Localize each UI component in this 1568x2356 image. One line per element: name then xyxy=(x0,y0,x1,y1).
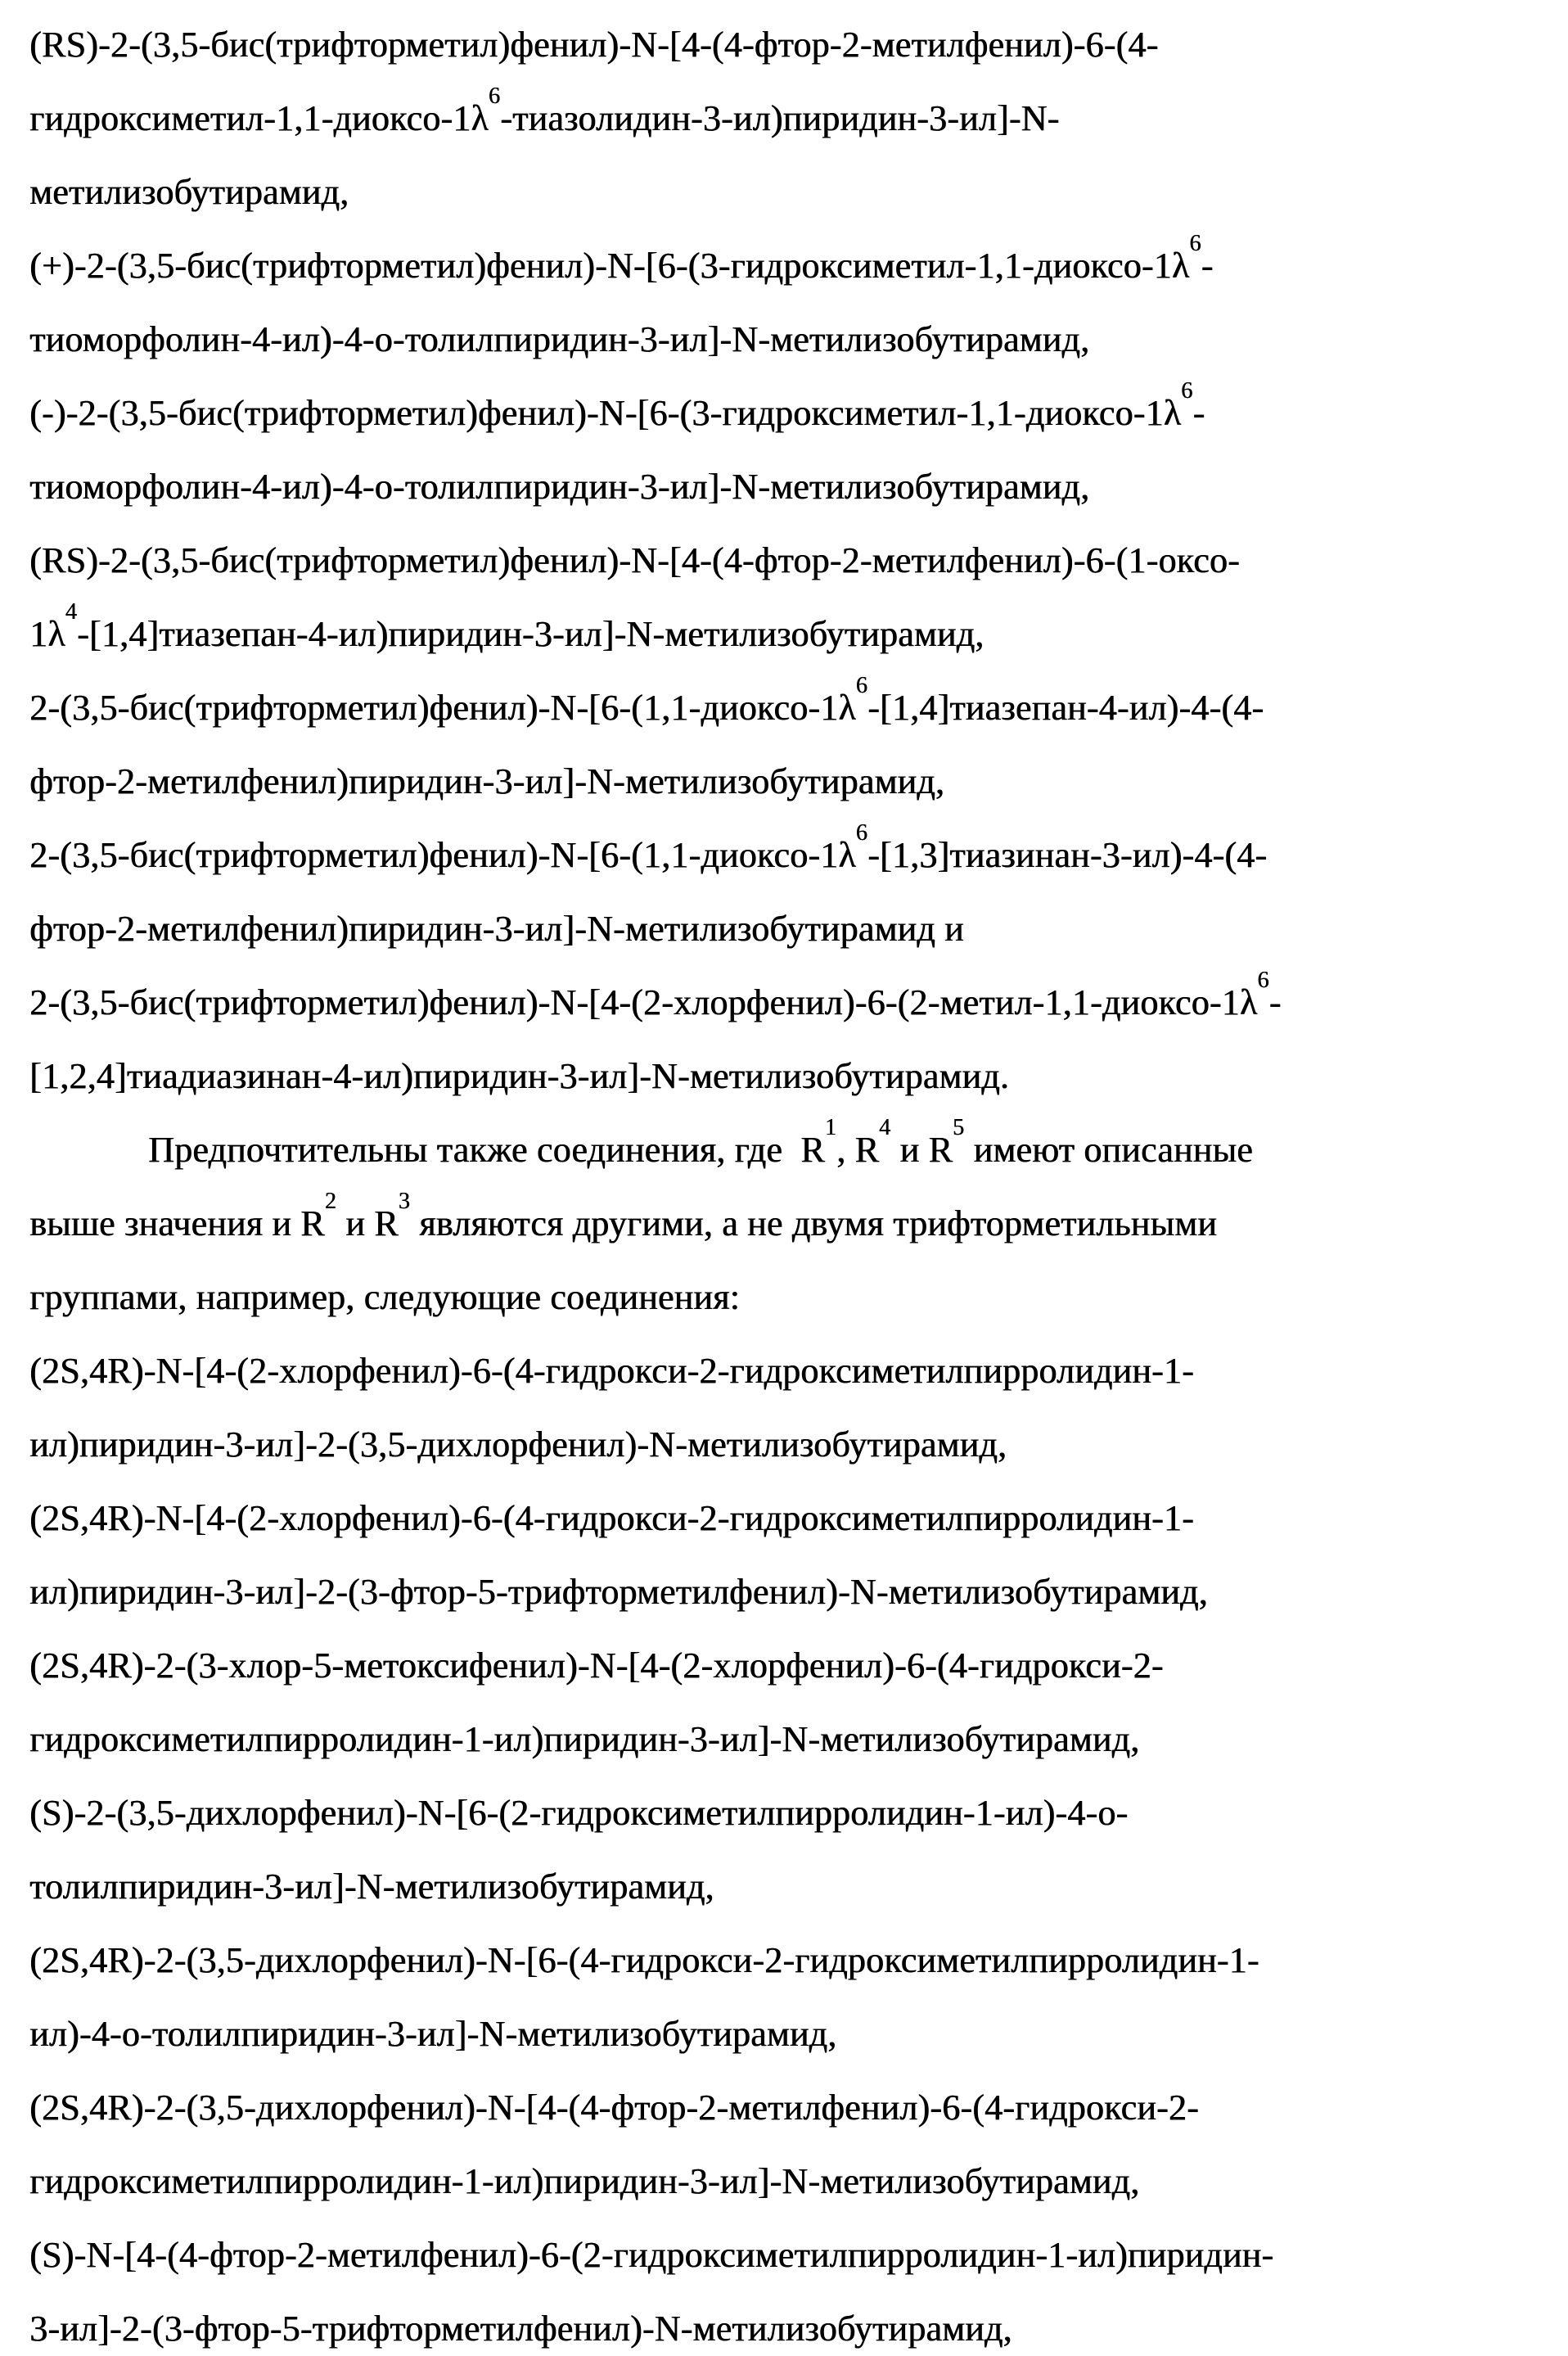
text-line: ил)-4-о-толилпиридин-3-ил]-N-метилизобутирамид, xyxy=(29,2014,837,2054)
text-line: (2S,4R)-N-[4-(2-хлорфенил)-6-(4-гидрокси-2-гидроксиметилпирролидин-1- xyxy=(29,1498,1194,1538)
text-line: группами, например, следующие соединения: xyxy=(29,1277,740,1317)
text-line: $(-)-2-(3,5-бис(трифторметил)фенил)-N-[6-(3-гидроксиметил-1,1-диоксо-1\lambda^6-$ xyxy=(29,377,1205,433)
text-line: $2-(3,5-бис(трифторметил)фенил)-N-[6-(1,1-диоксо-1\lambda^6-[1,4]тиазепан-4-ил)-4-(4-$ xyxy=(29,672,1264,728)
superscript: 1 xyxy=(824,1114,837,1140)
text-line: фтор-2-метилфенил)пиридин-3-ил]-N-метилизобутирамид, xyxy=(29,761,944,801)
text-line: фтор-2-метилфенил)пиридин-3-ил]-N-метилизобутирамид и xyxy=(29,909,964,949)
superscript: 5 xyxy=(953,1114,965,1140)
superscript: 6 xyxy=(855,672,868,698)
text-line: тиоморфолин-4-ил)-4-о-толилпиридин-3-ил]-N-метилизобутирамид, xyxy=(29,467,1090,507)
superscript: 6 xyxy=(1257,967,1269,993)
text-line: $(+)-2-(3,5-бис(трифторметил)фенил)-N-[6-(3-гидроксиметил-1,1-диоксо-1\lambda^6-$ xyxy=(29,230,1214,286)
text-line: гидроксиметил-$1,1-диоксо-1\lambda^6-тиазолидин-3-ил)пиридин-3-ил]-N-$ xyxy=(29,83,1060,138)
text-line: тиоморфолин-4-ил)-4-о-толилпиридин-3-ил]-N-метилизобутирамид, xyxy=(29,319,1090,359)
superscript: 4 xyxy=(879,1114,891,1140)
superscript: 6 xyxy=(1189,230,1201,256)
text-line: (RS)-2-(3,5-бис(трифторметил)фенил)-N-[4-(4-фтор-2-метилфенил)-6-(1-оксо- xyxy=(29,540,1240,580)
text-line: (2S,4R)-2-(3,5-дихлорфенил)-N-[6-(4-гидрокси-2-гидроксиметилпирролидин-1- xyxy=(29,1940,1259,1980)
text-line: [1,2,4]тиадиазинан-4-ил)пиридин-3-ил]-N-метилизобутирамид. xyxy=(29,1056,1009,1096)
document-body xyxy=(29,8,1545,2356)
superscript: 6 xyxy=(855,819,868,846)
text-line: (2S,4R)-2-(3,5-дихлорфенил)-N-[4-(4-фтор-2-метилфенил)-6-(4-гидрокси-2- xyxy=(29,2087,1199,2128)
text-line: (RS)-2-(3,5-бис(трифторметил)фенил)-N-[4-(4-фтор-2-метилфенил)-6-(4- xyxy=(29,25,1159,65)
text-line: метилизобутирамид, xyxy=(29,172,349,212)
text-line: $2-(3,5-бис(трифторметил)фенил)-N-[6-(1,1-диоксо-1\lambda^6-[1,3]тиазинан-3-ил)-4-(4-$ xyxy=(29,819,1268,875)
superscript: 3 xyxy=(398,1188,410,1214)
text-line: ил)пиридин-3-ил]-2-(3-фтор-5-трифторметилфенил)-N-метилизобутирамид, xyxy=(29,1572,1208,1612)
text-line: выше значения и $R^2$ и $R^3$ являются другими, а не двумя трифторметильными xyxy=(29,1188,1217,1243)
text-line: гидроксиметилпирролидин-1-ил)пиридин-3-ил]-N-метилизобутирамид, xyxy=(29,2161,1140,2201)
superscript: 6 xyxy=(488,83,501,109)
superscript: 2 xyxy=(324,1188,337,1214)
text-line: $1\lambda^4-[1,4]тиазепан-4-ил)пиридин-3-ил]-N$-метилизобутирамид, xyxy=(29,598,985,654)
text-line: $2-(3,5-бис(трифторметил)фенил)-N-[4-(2-хлорфенил)-6-(2-метил-1,1-диоксо-1\lambda^6-$ xyxy=(29,967,1282,1022)
text-line: толилпиридин-3-ил]-N-метилизобутирамид, xyxy=(29,1866,714,1907)
text-line: (S)-N-[4-(4-фтор-2-метилфенил)-6-(2-гидроксиметилпирролидин-1-ил)пиридин- xyxy=(29,2235,1274,2275)
text-line: гидроксиметилпирролидин-1-ил)пиридин-3-ил]-N-метилизобутирамид, xyxy=(29,1719,1140,1759)
text-line: Предпочтительны также соединения, где $R^1$, $R^4$ и $R^5$ имеют описанные xyxy=(148,1114,1253,1170)
superscript: 4 xyxy=(65,598,78,625)
text-line: (2S,4R)-2-(3-хлор-5-метоксифенил)-N-[4-(2-хлорфенил)-6-(4-гидрокси-2- xyxy=(29,1645,1164,1686)
text-line: (2S,4R)-N-[4-(2-хлорфенил)-6-(4-гидрокси-2-гидроксиметилпирролидин-1- xyxy=(29,1351,1194,1391)
superscript: 6 xyxy=(1181,377,1193,404)
text-line: ил)пиридин-3-ил]-2-(3,5-дихлорфенил)-N-метилизобутирамид, xyxy=(29,1424,1007,1465)
text-line: 3-ил]-2-(3-фтор-5-трифторметилфенил)-N-метилизобутирамид, xyxy=(29,2309,1012,2349)
text-line: (S)-2-(3,5-дихлорфенил)-N-[6-(2-гидроксиметилпирролидин-1-ил)-4-о- xyxy=(29,1793,1129,1833)
